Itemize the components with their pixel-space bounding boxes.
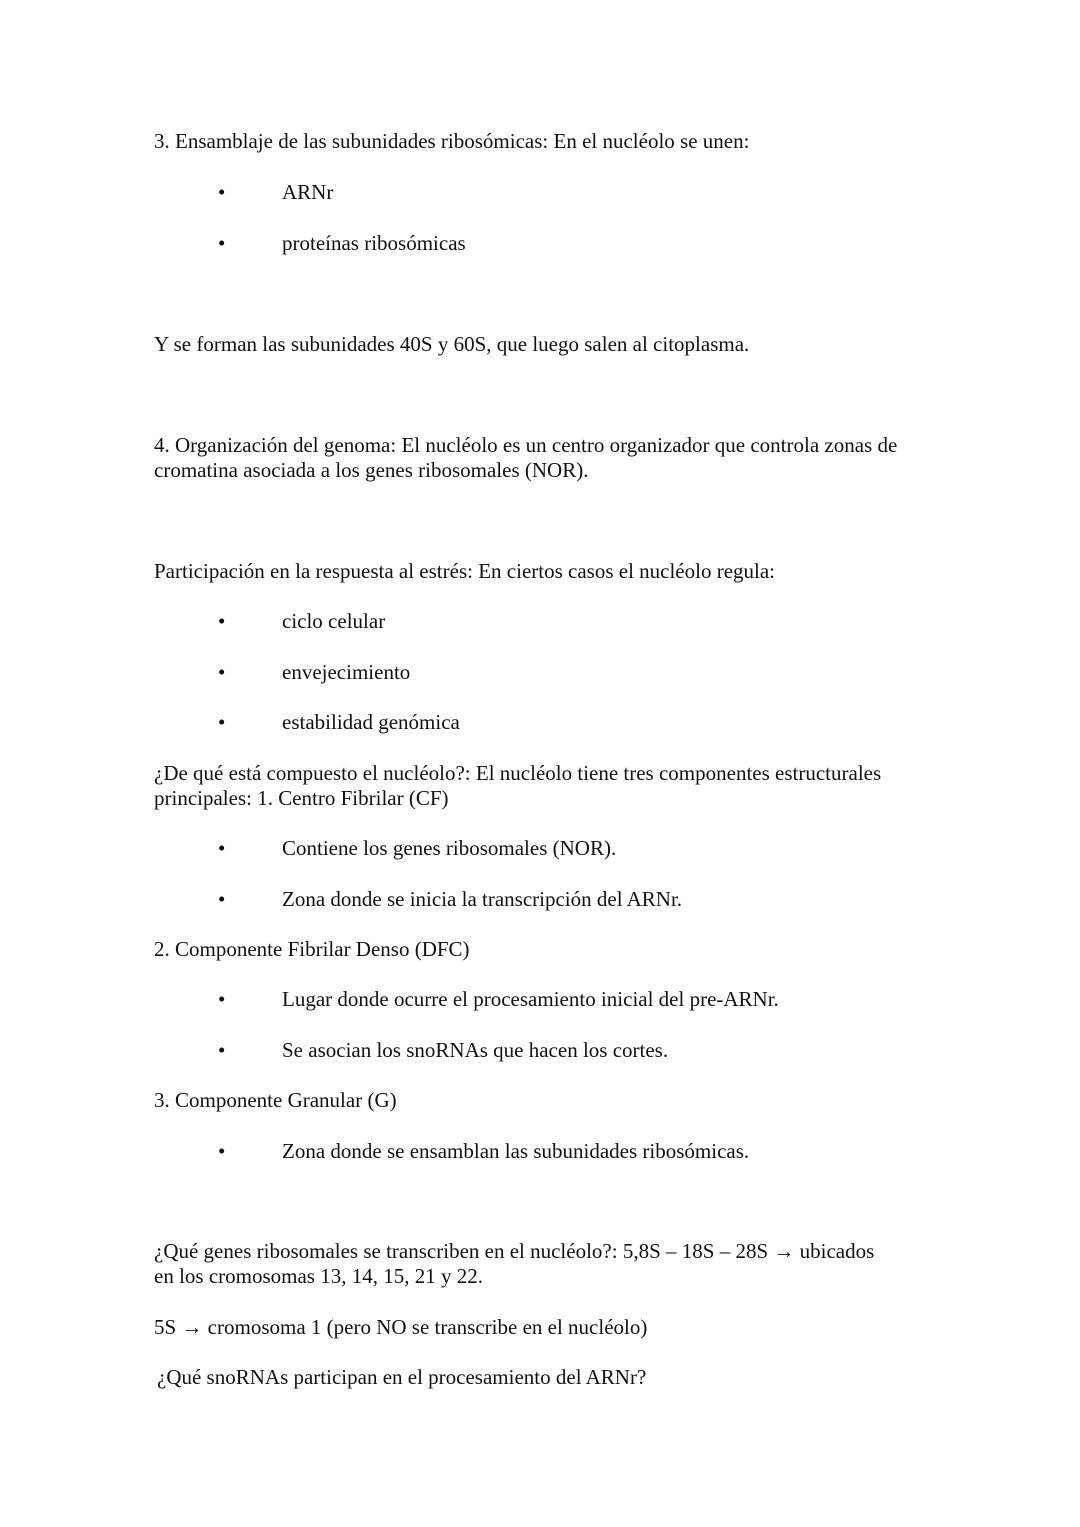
- list-item: Lugar donde ocurre el procesamiento inicial del pre-ARNr.: [282, 987, 779, 1011]
- bullet-icon: •: [218, 609, 226, 633]
- genes-line2: en los cromosomas 13, 14, 15, 21 y 22.: [154, 1264, 483, 1288]
- list-item: Zona donde se ensamblan las subunidades ribosómicas.: [282, 1139, 750, 1163]
- genes-line3: 5S → cromosoma 1 (pero NO se transcribe en el nucléolo): [154, 1315, 648, 1339]
- list-item: Se asocian los snoRNAs que hacen los cortes.: [282, 1038, 669, 1062]
- list-item: estabilidad genómica: [282, 710, 460, 734]
- list-item: proteínas ribosómicas: [282, 231, 466, 255]
- bullet-icon: •: [218, 231, 226, 255]
- list-item: Zona donde se inicia la transcripción del ARNr.: [282, 887, 683, 911]
- genes-line1: ¿Qué genes ribosomales se transcriben en el nucléolo?: 5,8S – 18S – 28S → ubicados: [154, 1239, 875, 1263]
- composition-line2: principales: 1. Centro Fibrilar (CF): [154, 786, 449, 810]
- bullet-icon: •: [218, 1139, 226, 1163]
- bullet-icon: •: [218, 710, 226, 734]
- snorna-question: ¿Qué snoRNAs participan en el procesamiento del ARNr?: [157, 1365, 647, 1389]
- bullet-icon: •: [218, 660, 226, 684]
- section4-line2: cromatina asociada a los genes ribosomales (NOR).: [154, 458, 589, 482]
- bullet-icon: •: [218, 887, 226, 911]
- composition-line1: ¿De qué está compuesto el nucléolo?: El nucléolo tiene tres componentes estructurales: [154, 761, 882, 785]
- section3-heading: 3. Ensamblaje de las subunidades ribosómicas: En el nucléolo se unen:: [154, 129, 750, 153]
- section4-line1: 4. Organización del genoma: El nucléolo es un centro organizador que controla zonas de: [154, 433, 898, 457]
- list-item: ARNr: [282, 180, 334, 204]
- list-item: envejecimiento: [282, 660, 411, 684]
- bullet-icon: •: [218, 180, 226, 204]
- section3-conclusion: Y se forman las subunidades 40S y 60S, que luego salen al citoplasma.: [154, 332, 750, 356]
- dfc-heading: 2. Componente Fibrilar Denso (DFC): [154, 937, 470, 961]
- stress-heading: Participación en la respuesta al estrés: En ciertos casos el nucléolo regula:: [154, 559, 776, 583]
- list-item: Contiene los genes ribosomales (NOR).: [282, 836, 617, 860]
- bullet-icon: •: [218, 836, 226, 860]
- list-item: ciclo celular: [282, 609, 386, 633]
- g-heading: 3. Componente Granular (G): [154, 1088, 397, 1112]
- bullet-icon: •: [218, 1038, 226, 1062]
- bullet-icon: •: [218, 987, 226, 1011]
